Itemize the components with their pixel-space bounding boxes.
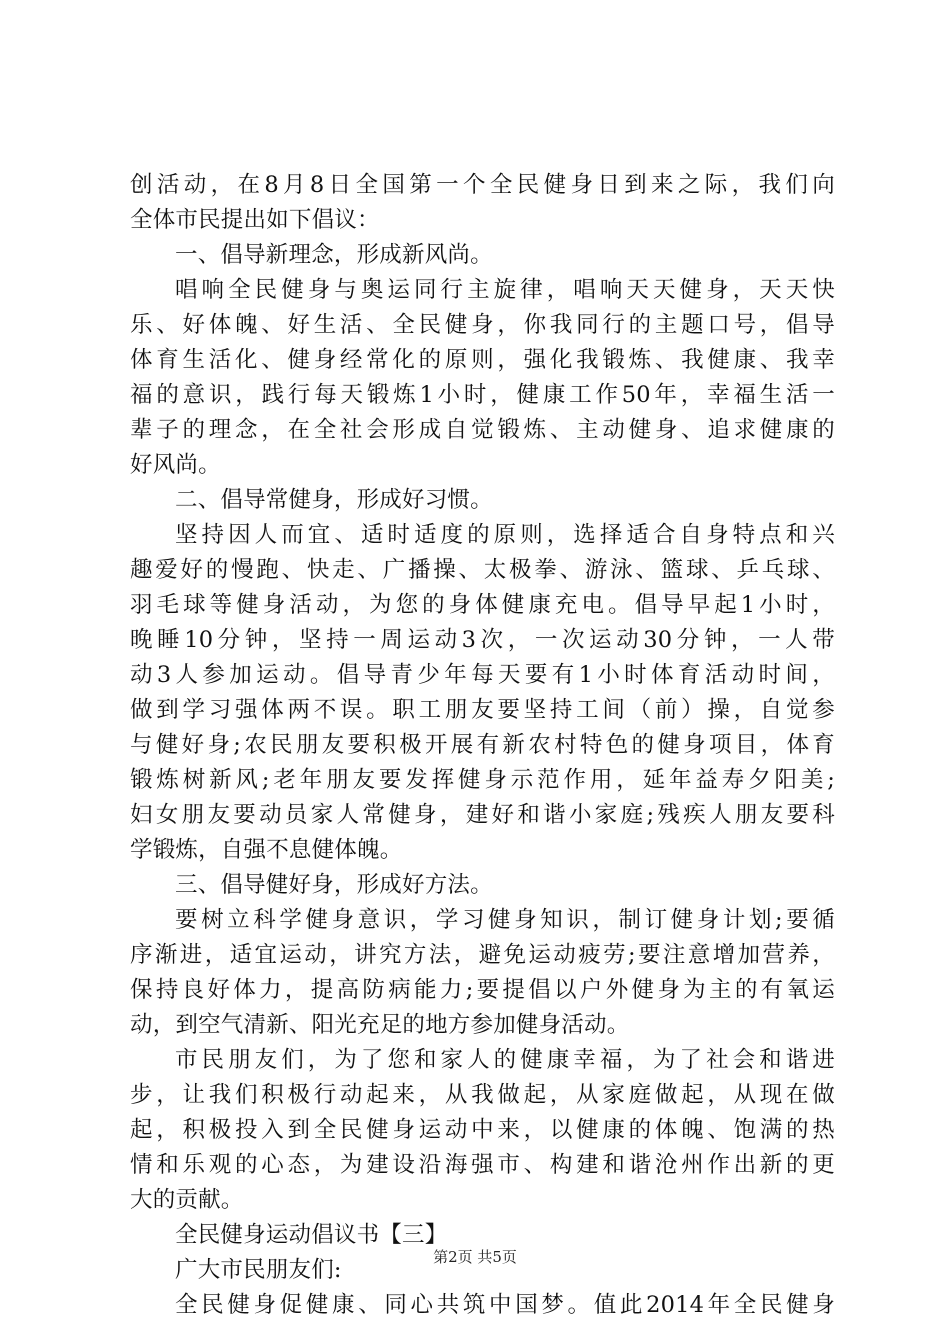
salutation: 广大市民朋友们:: [175, 1257, 342, 1283]
text-line: 乐、好体魄、好生活、全民健身，你我同行的主题口号，倡导: [130, 312, 835, 338]
text-line: 要树立科学健身意识，学习健身知识，制订健身计划;要循: [175, 907, 835, 933]
text-line: 步，让我们积极行动起来，从我做起，从家庭做起，从现在做: [130, 1082, 835, 1108]
text-line: 动3人参加运动。倡导青少年每天要有1小时体育活动时间，: [130, 662, 835, 688]
text-line: 全体市民提出如下倡议：: [130, 207, 380, 233]
text-line: 好风尚。: [130, 452, 221, 478]
text-line: 福的意识，践行每天锻炼1小时，健康工作50年，幸福生活一: [130, 382, 835, 408]
section-heading: 三、倡导健好身，形成好方法。: [175, 872, 493, 898]
text-line: 坚持因人而宜、适时适度的原则，选择适合自身特点和兴: [175, 522, 835, 548]
section-heading: 二、倡导常健身，形成好习惯。: [175, 487, 493, 513]
section-heading: 一、倡导新理念，形成新风尚。: [175, 242, 493, 268]
text-line: 全民健身促健康、同心共筑中国梦。值此2014年全民健身: [175, 1292, 835, 1318]
text-line: 学锻炼，自强不息健体魄。: [130, 837, 403, 863]
text-line: 与健好身;农民朋友要积极开展有新农村特色的健身项目，体育: [130, 732, 835, 758]
text-line: 唱响全民健身与奥运同行主旋律，唱响天天健身，天天快: [175, 277, 835, 303]
text-line: 情和乐观的心态，为建设沿海强市、构建和谐沧州作出新的更: [130, 1152, 835, 1178]
text-line: 保持良好体力，提高防病能力;要提倡以户外健身为主的有氧运: [130, 977, 835, 1003]
text-line: 体育生活化、健身经常化的原则，强化我锻炼、我健康、我幸: [130, 347, 835, 373]
text-line: 序渐进，适宜运动，讲究方法，避免运动疲劳;要注意增加营养，: [130, 942, 835, 968]
text-line: 羽毛球等健身活动，为您的身体健康充电。倡导早起1小时，: [130, 592, 835, 618]
text-line: 创活动，在8月8日全国第一个全民健身日到来之际，我们向: [130, 172, 835, 198]
text-line: 辈子的理念，在全社会形成自觉锻炼、主动健身、追求健康的: [130, 417, 835, 443]
text-line: 趣爱好的慢跑、快走、广播操、太极拳、游泳、篮球、乒乓球、: [130, 557, 835, 583]
text-line: 动，到空气清新、阳光充足的地方参加健身活动。: [130, 1012, 630, 1038]
text-line: 锻炼树新风;老年朋友要发挥健身示范作用，延年益寿夕阳美;: [130, 767, 835, 793]
document-title: 全民健身运动倡议书【三】: [175, 1222, 448, 1248]
page-footer: 第2页 共5页: [433, 1248, 517, 1266]
text-line: 晚睡10分钟，坚持一周运动3次，一次运动30分钟，一人带: [130, 627, 835, 653]
text-line: 起，积极投入到全民健身运动中来，以健康的体魄、饱满的热: [130, 1117, 835, 1143]
text-line: 大的贡献。: [130, 1187, 244, 1213]
text-line: 妇女朋友要动员家人常健身，建好和谐小家庭;残疾人朋友要科: [130, 802, 835, 828]
text-line: 做到学习强体两不误。职工朋友要坚持工间（前）操，自觉参: [130, 697, 835, 723]
document-body: [130, 168, 835, 1323]
text-line: 市民朋友们，为了您和家人的健康幸福，为了社会和谐进: [175, 1047, 835, 1073]
